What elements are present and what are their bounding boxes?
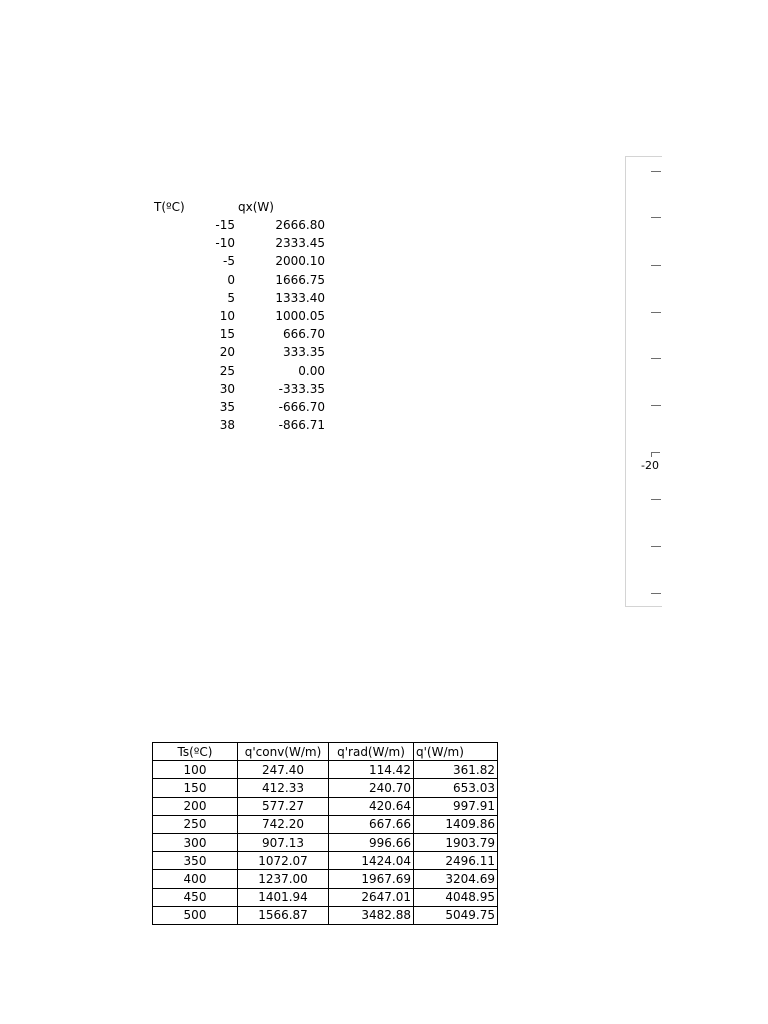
chart-axis-tick: [651, 265, 661, 266]
chart-axis-tick: [651, 358, 661, 359]
table-row: [153, 833, 498, 851]
table-row: [153, 888, 498, 906]
table2-cell-qtotal: 3204.69: [414, 870, 498, 888]
table-row: [153, 779, 498, 797]
table1-cell-heat: 1000.05: [275, 308, 325, 323]
table1-cell-heat: -666.70: [278, 399, 325, 414]
table1-row: [154, 380, 326, 398]
table2-cell-qrad: 420.64: [329, 797, 414, 815]
table1-cell-temperature: -10: [215, 236, 235, 251]
table1-cell-temperature: 20: [219, 345, 235, 360]
table2-cell-ts: 350: [153, 852, 238, 870]
table-row: [153, 870, 498, 888]
table2-cell-ts: 500: [153, 906, 238, 924]
chart-axis-tick: [651, 171, 661, 172]
table2-cell-qrad: 3482.88: [329, 906, 414, 924]
chart-axis-tick: [651, 405, 661, 406]
table2-header-qtotal: q'(W/m): [414, 743, 498, 761]
table1-cell-heat: 1333.40: [275, 290, 325, 305]
table1-row: [154, 271, 326, 289]
table2-cell-qconv: 742.20: [238, 815, 329, 833]
table2-cell-qrad: 240.70: [329, 779, 414, 797]
table1-cell-heat: 2000.10: [275, 254, 325, 269]
table2-cell-qrad: 1967.69: [329, 870, 414, 888]
table1-row: [154, 416, 326, 434]
chart-axis-tick: [651, 312, 661, 313]
table1-cell-heat: 1666.75: [275, 272, 325, 287]
table2-cell-qtotal: 2496.11: [414, 852, 498, 870]
table2-cell-qconv: 412.33: [238, 779, 329, 797]
table2-cell-ts: 100: [153, 761, 238, 779]
table1-row: [154, 325, 326, 343]
table1-row: [154, 216, 326, 234]
table1-row: [154, 307, 326, 325]
table1-row: [154, 289, 326, 307]
table1-cell-temperature: 15: [219, 327, 235, 342]
table2-cell-ts: 200: [153, 797, 238, 815]
table2-cell-ts: 150: [153, 779, 238, 797]
table2-cell-qtotal: 4048.95: [414, 888, 498, 906]
table2-cell-qrad: 114.42: [329, 761, 414, 779]
chart-tick-label: -20: [641, 459, 659, 472]
table2-cell-qrad: 996.66: [329, 833, 414, 851]
table1-cell-heat: -866.71: [278, 418, 325, 433]
table1-row: [154, 362, 326, 380]
table1-cell-temperature: -15: [215, 218, 235, 232]
table2-cell-qconv: 1237.00: [238, 870, 329, 888]
table1-cell-heat: 2666.80: [275, 218, 325, 232]
table1-cell-heat: 2333.45: [275, 236, 325, 251]
table2-cell-ts: 250: [153, 815, 238, 833]
table1-cell-temperature: 35: [219, 399, 235, 414]
table1-cell-temperature: -5: [223, 254, 235, 269]
table1-body: [154, 216, 326, 434]
table2-cell-qconv: 1401.94: [238, 888, 329, 906]
table-row: [153, 761, 498, 779]
table2-cell-qtotal: 997.91: [414, 797, 498, 815]
table2-cell-qtotal: 1903.79: [414, 833, 498, 851]
table1-header-temperature: T(ºC): [154, 200, 185, 214]
table2-cell-qconv: 577.27: [238, 797, 329, 815]
table2-header-row: [153, 743, 498, 761]
table2-cell-qconv: 247.40: [238, 761, 329, 779]
table1-cell-temperature: 25: [219, 363, 235, 378]
table-row: [153, 852, 498, 870]
table1-row: [154, 252, 326, 270]
table2-cell-ts: 400: [153, 870, 238, 888]
table1-cell-temperature: 30: [219, 381, 235, 396]
table2-cell-qconv: 1566.87: [238, 906, 329, 924]
chart-axis-tick: [651, 217, 661, 218]
table2-cell-qrad: 1424.04: [329, 852, 414, 870]
table-row: [153, 906, 498, 924]
embedded-chart-fragment[interactable]: [625, 156, 662, 607]
table1-cell-heat: -333.35: [278, 381, 325, 396]
chart-axis-tick: [651, 593, 661, 594]
table1-cell-temperature: 0: [227, 272, 235, 287]
table1-cell-temperature: 5: [227, 290, 235, 305]
table2-cell-qconv: 907.13: [238, 833, 329, 851]
table1-cell-heat: 0.00: [298, 363, 325, 378]
table2-cell-qtotal: 1409.86: [414, 815, 498, 833]
table2-cell-qtotal: 653.03: [414, 779, 498, 797]
table1-row: [154, 234, 326, 252]
table1-row: [154, 398, 326, 416]
chart-axis-origin: [651, 452, 660, 457]
table2-cell-qrad: 667.66: [329, 815, 414, 833]
table2-cell-ts: 450: [153, 888, 238, 906]
table2-header-qconv: q'conv(W/m): [238, 743, 329, 761]
table2-cell-ts: 300: [153, 833, 238, 851]
table2-cell-qtotal: 361.82: [414, 761, 498, 779]
chart-axis-tick: [651, 546, 661, 547]
table1-header-heat: qx(W): [238, 200, 274, 214]
table2-cell-qconv: 1072.07: [238, 852, 329, 870]
table1-cell-temperature: 10: [219, 308, 235, 323]
table1-row: [154, 343, 326, 361]
table2-cell-qtotal: 5049.75: [414, 906, 498, 924]
table2-cell-qrad: 2647.01: [329, 888, 414, 906]
chart-axis-tick: [651, 499, 661, 500]
table1-cell-heat: 333.35: [283, 345, 325, 360]
table1-cell-temperature: 38: [219, 418, 235, 433]
table2: [152, 742, 498, 925]
table2-header-ts: Ts(ºC): [153, 743, 238, 761]
table-row: [153, 797, 498, 815]
table1-cell-heat: 666.70: [283, 327, 325, 342]
table-row: [153, 815, 498, 833]
table2-header-qrad: q'rad(W/m): [329, 743, 414, 761]
